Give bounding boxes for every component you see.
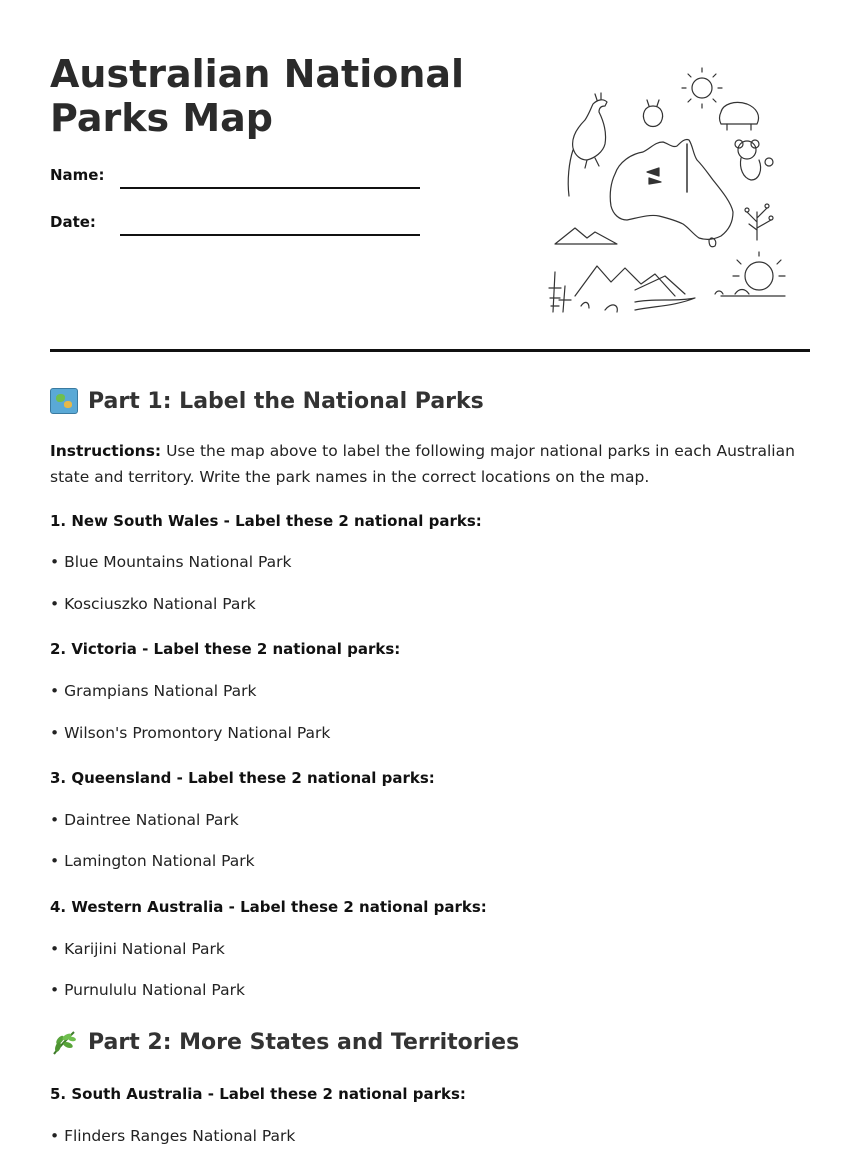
park-item: • Purnululu National Park [50,981,245,999]
wombat-icon [720,102,759,130]
name-field[interactable] [120,187,420,189]
name-label: Name: [50,166,105,184]
section-divider [50,349,810,352]
leaf-icon [50,1028,78,1056]
mountains-icon [555,228,617,244]
park-item: • Blue Mountains National Park [50,553,292,571]
sun-icon [682,68,722,108]
state-heading-qld: 3. Queensland - Label these 2 national parks: [50,769,435,787]
state-heading-vic: 2. Victoria - Label these 2 national parks: [50,640,401,658]
park-item: • Wilson's Promontory National Park [50,724,331,742]
australia-map-illustration [545,62,795,322]
park-item: • Flinders Ranges National Park [50,1127,296,1145]
park-item: • Lamington National Park [50,852,255,870]
kangaroo-icon [568,93,607,196]
possum-icon [643,100,662,127]
park-item: • Grampians National Park [50,682,257,700]
park-item: • Karijini National Park [50,940,225,958]
date-label: Date: [50,213,96,231]
state-heading-nsw: 1. New South Wales - Label these 2 national parks: [50,512,482,530]
state-heading-wa: 4. Western Australia - Label these 2 national parks: [50,898,487,916]
map-icon [50,388,78,414]
landscape-icon [549,266,749,312]
part2-heading-text: Part 2: More States and Territories [88,1029,520,1055]
australia-outline [610,139,733,246]
part1-heading-text: Part 1: Label the National Parks [88,388,484,414]
date-field[interactable] [120,234,420,236]
part2-heading [50,1028,519,1056]
setting-sun-icon [721,252,785,296]
state-heading-sa: 5. South Australia - Label these 2 national parks: [50,1085,466,1103]
instructions-text: Use the map above to label the following major national parks in each Australian state and territory. Write the park names in the correct locations on the map. [50,442,795,486]
instructions [50,438,810,490]
park-item: • Kosciuszko National Park [50,595,256,613]
instructions-label: Instructions: [50,442,162,460]
part1-heading [50,388,484,414]
koala-icon [735,140,773,180]
park-item: • Daintree National Park [50,811,239,829]
worksheet-title: Australian National Parks Map [50,52,465,140]
tree-icon [745,204,773,240]
